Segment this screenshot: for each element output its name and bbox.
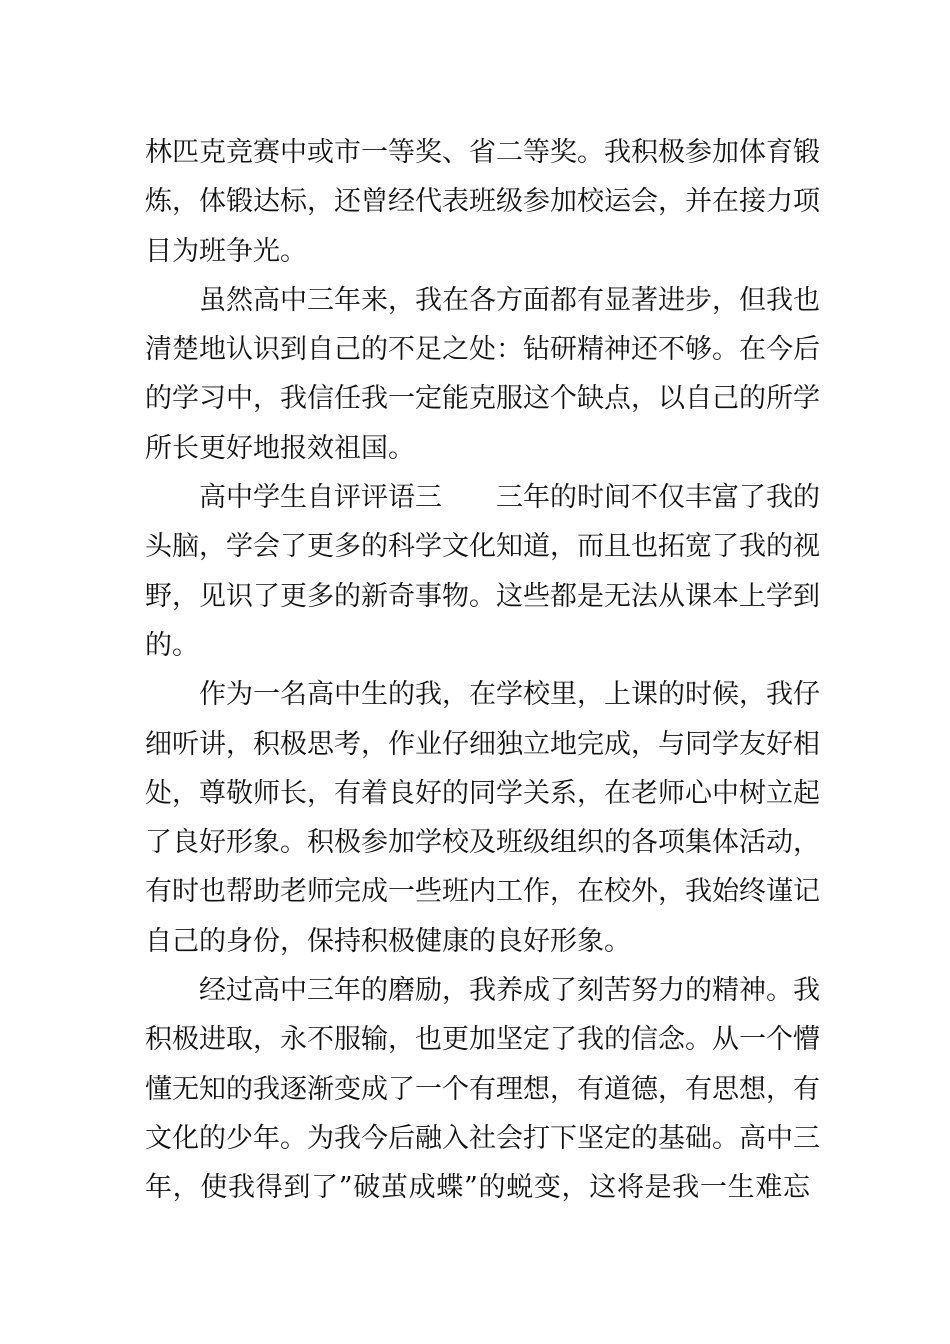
- text-line: 的。: [145, 629, 199, 661]
- text-line: 林匹克竞赛中或市一等奖、省二等奖。我积极参加体育锻: [145, 137, 820, 168]
- paragraph-2: [145, 276, 820, 473]
- text-line: 经过高中三年的磨励，我养成了刻苦努力的精神。我: [199, 975, 820, 1007]
- paragraph-1: [145, 128, 820, 276]
- text-line: 清楚地认识到自己的不足之处：钻研精神还不够。在今后: [145, 334, 820, 366]
- text-line: 文化的少年。为我今后融入社会打下坚定的基础。高中三: [145, 1122, 820, 1154]
- text-line: 野，见识了更多的新奇事物。这些都是无法从课本上学到: [145, 580, 820, 612]
- paragraph-5: [145, 966, 820, 1212]
- text-line: 虽然高中三年来，我在各方面都有显著进步，但我也: [199, 284, 820, 316]
- text-line: 细听讲，积极思考，作业仔细独立地完成，与同学友好相: [145, 728, 820, 760]
- text-line: 懂无知的我逐渐变成了一个有理想，有道德，有思想，有: [145, 1073, 820, 1105]
- text-line: 自己的身份，保持积极健康的良好形象。: [145, 925, 631, 957]
- text-fragment: 三年的时间不仅丰富了我的: [496, 482, 820, 514]
- text-line: 了良好形象。积极参加学校及班级组织的各项集体活动，: [145, 827, 820, 859]
- text-line: 目为班争光。: [145, 235, 307, 267]
- text-line: 所长更好地报效祖国。: [145, 432, 415, 464]
- text-line: 头脑，学会了更多的科学文化知道，而且也拓宽了我的视: [145, 531, 820, 563]
- paragraph-3: [145, 473, 820, 670]
- text-line: 作为一名高中生的我，在学校里，上课的时候，我仔: [199, 679, 820, 711]
- text-line: 积极进取，永不服输，也更加坚定了我的信念。从一个懵: [145, 1024, 820, 1056]
- text-line: 的学习中，我信任我一定能克服这个缺点，以自己的所学: [145, 383, 820, 415]
- text-line: [145, 473, 820, 522]
- text-line: 有时也帮助老师完成一些班内工作，在校外，我始终谨记: [145, 876, 820, 908]
- text-line: 年，使我得到了”破茧成蝶”的蜕变，这将是我一生难忘: [145, 1172, 810, 1204]
- paragraph-4: [145, 670, 820, 966]
- section-heading: 高中学生自评评语三: [199, 482, 442, 514]
- document-body: [145, 128, 820, 1213]
- text-line: 炼，体锻达标，还曾经代表班级参加校运会，并在接力项: [145, 186, 820, 218]
- text-line: 处，尊敬师长，有着良好的同学关系，在老师心中树立起: [145, 777, 820, 809]
